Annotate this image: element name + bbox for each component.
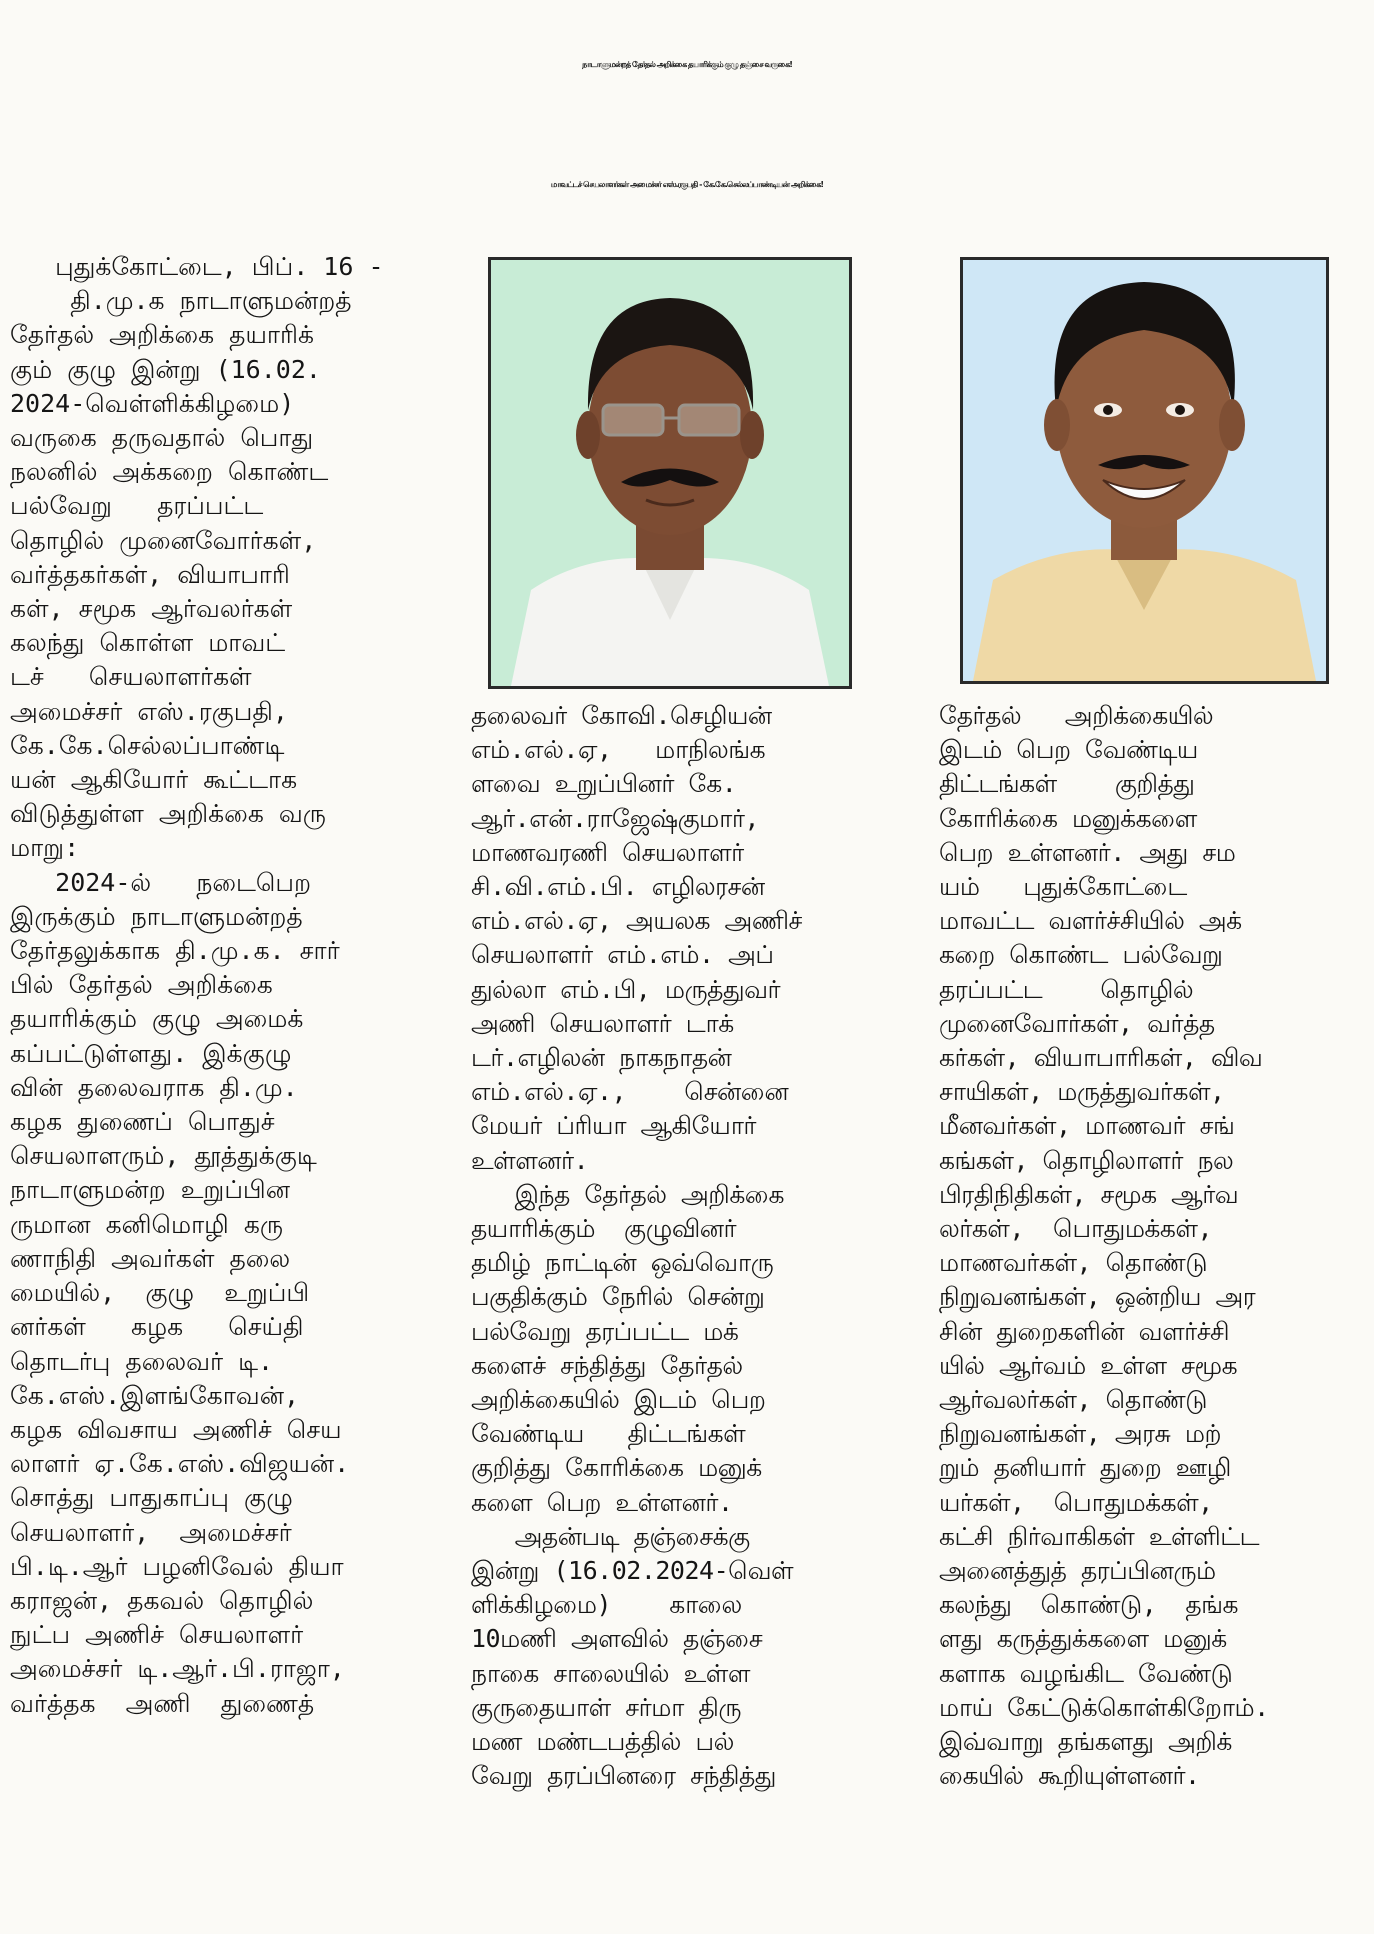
article-line: கராஜன், தகவல் தொழில்	[10, 1585, 314, 1615]
article-line: குறித்து கோரிக்கை மனுக்	[471, 1453, 762, 1483]
article-line: இடம் பெற வேண்டிய	[939, 735, 1198, 765]
article-line: வர்த்தகர்கள், வியாபாரி	[10, 559, 290, 589]
article-line: ளவை உறுப்பினர் கே.	[471, 769, 737, 799]
article-line: செயலாளர், அமைச்சர்	[10, 1517, 292, 1547]
article-line: சின் துறைகளின் வளர்ச்சி	[939, 1316, 1230, 1346]
article-line: இந்த தேர்தல் அறிக்கை	[471, 1179, 784, 1209]
article-line: கே.கே.செல்லப்பாண்டி	[10, 730, 285, 760]
article-line: சி.வி.எம்.பி. எழிலரசன்	[471, 872, 765, 902]
article-line: அமைச்சர் எஸ்.ரகுபதி,	[10, 696, 288, 726]
article-line: மாறு:	[10, 833, 80, 863]
article-line: கள், சமூக ஆர்வலர்கள்	[10, 594, 293, 624]
article-line: மாணவரணி செயலாளர்	[471, 837, 744, 867]
article-line: நிறுவனங்கள், ஒன்றிய அர	[939, 1282, 1256, 1312]
article-line: செயலாளர் எம்.எம். அப்	[471, 940, 774, 970]
article-line: ளிக்கிழமை) காலை	[471, 1590, 742, 1620]
article-line: தமிழ் நாட்டின் ஒவ்வொரு	[471, 1248, 774, 1278]
article-line: பகுதிக்கும் நேரில் சென்று	[471, 1282, 765, 1312]
article-line: ருமான கனிமொழி கரு	[10, 1209, 283, 1239]
headline: நாடாளுமன்றத் தேர்தல் அறிக்கை தயாரிக்கும் குழு தஞ்சை வருகை!	[582, 60, 792, 69]
article-line: களை பெற உள்ளனர்.	[471, 1487, 733, 1517]
article-line: னர்கள் கழக செய்தி	[10, 1312, 304, 1342]
article-line: குருதையாள் சர்மா திரு	[471, 1692, 742, 1722]
article-line: லாளர் ஏ.கே.எஸ்.விஜயன்.	[10, 1449, 350, 1479]
article-column-3	[939, 699, 1371, 1929]
article-line: கையில் கூறியுள்ளனர்.	[939, 1761, 1200, 1791]
article-line: எம்.எல்.ஏ., சென்னை	[471, 1077, 789, 1107]
article-column-2	[471, 699, 921, 1929]
article-line: கலந்து கொண்டு, தங்க	[939, 1590, 1239, 1620]
article-line: டர்.எழிலன் நாகநாதன்	[471, 1043, 732, 1073]
article-line: ணாநிதி அவர்கள் தலை	[10, 1243, 291, 1273]
subheadline: மாவட்டச் செயலாளர்கள் அமைச்சர் எஸ்.ரகுபதி - கே.கே.செல்லப்பாண்டியன் அறிக்கை!	[550, 180, 824, 189]
portrait-right-illustration	[963, 260, 1326, 681]
article-line: யன் ஆகியோர் கூட்டாக	[10, 765, 298, 795]
photo-portrait-left	[488, 257, 852, 689]
article-line: யம் புதுக்கோட்டை	[939, 872, 1187, 902]
article-line: மீனவர்கள், மாணவர் சங்	[939, 1111, 1235, 1141]
article-line: வேண்டிய திட்டங்கள்	[471, 1419, 746, 1449]
article-line: எம்.எல்.ஏ, அயலக அணிச்	[471, 906, 802, 936]
article-line: கர்கள், வியாபாரிகள், விவ	[939, 1043, 1263, 1073]
article-line: கோரிக்கை மனுக்களை	[939, 803, 1197, 833]
article-line: கங்கள், தொழிலாளர் நல	[939, 1145, 1234, 1175]
article-line: தேர்தலுக்காக தி.மு.க. சார்	[10, 936, 340, 966]
article-line: முனைவோர்கள், வர்த்த	[939, 1008, 1215, 1038]
article-line: கே.எஸ்.இளங்கோவன்,	[10, 1380, 300, 1410]
article-line: ஆர்.என்.ராஜேஷ்குமார்,	[471, 803, 759, 833]
article-line: கழக துணைப் பொதுச்	[10, 1107, 275, 1137]
article-line: கறை கொண்ட பல்வேறு	[939, 940, 1223, 970]
article-line: யர்கள், பொதுமக்கள்,	[939, 1487, 1213, 1517]
article-line: துல்லா எம்.பி, மருத்துவர்	[471, 974, 781, 1004]
photo-portrait-right	[960, 257, 1329, 684]
article-line: தொடர்பு தலைவர் டி.	[10, 1346, 274, 1376]
article-line: மாய் கேட்டுக்கொள்கிறோம்.	[939, 1692, 1269, 1722]
article-column-1	[10, 250, 470, 1930]
article-line: தி.மு.க நாடாளுமன்றத்	[10, 286, 352, 316]
portrait-left-illustration	[491, 260, 849, 686]
article-line: பில் தேர்தல் அறிக்கை	[10, 970, 273, 1000]
article-line: ளது கருத்துக்களை மனுக்	[939, 1624, 1227, 1654]
article-line: மேயர் ப்ரியா ஆகியோர்	[471, 1111, 756, 1141]
article-line: செயலாளரும், தூத்துக்குடி	[10, 1141, 317, 1171]
article-line: 10மணி அளவில் தஞ்சை	[471, 1624, 763, 1654]
article-line: தேர்தல் அறிக்கையில்	[939, 701, 1214, 730]
article-line: இன்று (16.02.2024-வெள்	[471, 1556, 794, 1586]
article-line: கழக விவசாய அணிச் செய	[10, 1414, 342, 1444]
article-line: நாகை சாலையில் உள்ள	[471, 1658, 750, 1688]
article-line: தொழில் முனைவோர்கள்,	[10, 525, 317, 555]
article-line: இவ்வாறு தங்களது அறிக்	[939, 1727, 1232, 1757]
article-line: களாக வழங்கிட வேண்டு	[939, 1658, 1233, 1688]
article-line: சாயிகள், மருத்துவர்கள்,	[939, 1077, 1225, 1107]
article-line: கப்பட்டுள்ளது. இக்குழு	[10, 1038, 292, 1068]
article-line: தேர்தல் அறிக்கை தயாரிக்	[10, 320, 314, 350]
article-line: தலைவர் கோவி.செழியன்	[471, 701, 772, 730]
article-line: அமைச்சர் டி.ஆர்.பி.ராஜா,	[10, 1654, 345, 1684]
article-line: தயாரிக்கும் குழு அமைக்	[10, 1004, 304, 1034]
article-line: தரப்பட்ட தொழில்	[939, 974, 1194, 1004]
article-line: அறிக்கையில் இடம் பெற	[471, 1385, 766, 1415]
article-line: மாவட்ட வளர்ச்சியில் அக்	[939, 906, 1242, 936]
article-line: தயாரிக்கும் குழுவினர்	[471, 1214, 737, 1244]
article-line: சொத்து பாதுகாப்பு குழு	[10, 1483, 293, 1513]
article-line: வேறு தரப்பினரை சந்தித்து	[471, 1761, 776, 1791]
article-line: மையில், குழு உறுப்பி	[10, 1278, 310, 1308]
article-line: இருக்கும் நாடாளுமன்றத்	[10, 901, 303, 931]
article-line: பிரதிநிதிகள், சமூக ஆர்வ	[939, 1179, 1239, 1209]
article-line: ஆர்வலர்கள், தொண்டு	[939, 1385, 1207, 1415]
article-line: மண மண்டபத்தில் பல்	[471, 1727, 734, 1757]
article-line: வர்த்தக அணி துணைத்	[10, 1688, 315, 1718]
article-line: பெற உள்ளனர். அது சம	[939, 837, 1236, 867]
article-line: உள்ளனர்.	[471, 1145, 589, 1175]
article-line: பி.டி.ஆர் பழனிவேல் தியா	[10, 1551, 344, 1581]
article-line: மாணவர்கள், தொண்டு	[939, 1248, 1208, 1278]
article-line: திட்டங்கள் குறித்து	[939, 769, 1195, 799]
article-line: றும் தனியார் துறை ஊழி	[939, 1453, 1231, 1483]
article-line: எம்.எல்.ஏ, மாநிலங்க	[471, 735, 766, 765]
article-line: அணி செயலாளர் டாக்	[471, 1008, 734, 1038]
article-line: பல்வேறு தரப்பட்ட	[10, 491, 264, 521]
article-line: நுட்ப அணிச் செயலாளர்	[10, 1620, 304, 1650]
article-line: நலனில் அக்கறை கொண்ட	[10, 457, 329, 487]
article-line: கும் குழு இன்று (16.02.	[10, 354, 321, 384]
article-line: யில் ஆர்வம் உள்ள சமூக	[939, 1350, 1238, 1380]
article-line: டச் செயலாளர்கள்	[10, 662, 252, 692]
article-line: வருகை தருவதால் பொது	[10, 423, 314, 453]
article-line: அனைத்துத் தரப்பினரும்	[939, 1556, 1216, 1586]
article-line: புதுக்கோட்டை, பிப். 16 -	[10, 252, 384, 281]
article-line: 2024-ல் நடைபெற	[10, 867, 311, 897]
article-line: வின் தலைவராக தி.மு.	[10, 1072, 298, 1102]
article-line: பல்வேறு தரப்பட்ட மக்	[471, 1316, 739, 1346]
article-line: கலந்து கொள்ள மாவட்	[10, 628, 286, 658]
article-line: நாடாளுமன்ற உறுப்பின	[10, 1175, 290, 1205]
article-line: லர்கள், பொதுமக்கள்,	[939, 1214, 1213, 1244]
article-line: அதன்படி தஞ்சைக்கு	[471, 1521, 750, 1551]
article-line: களைச் சந்தித்து தேர்தல்	[471, 1350, 743, 1380]
article-line: 2024-வெள்ளிக்கிழமை)	[10, 388, 295, 418]
article-line: நிறுவனங்கள், அரசு மற்	[939, 1419, 1222, 1449]
article-line: விடுத்துள்ள அறிக்கை வரு	[10, 799, 326, 829]
article-line: கட்சி நிர்வாகிகள் உள்ளிட்ட	[939, 1521, 1260, 1551]
